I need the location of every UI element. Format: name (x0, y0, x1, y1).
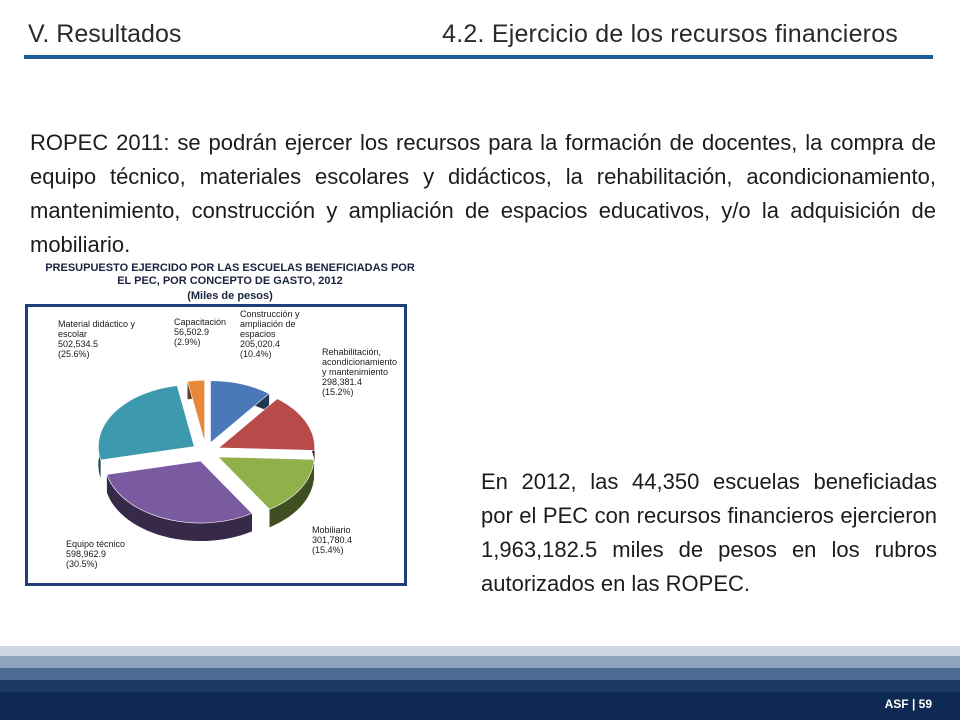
pie-slice-label: Rehabilitación, acondicionamiento y mantenimiento 298,381.4 (15.2%) (322, 347, 398, 397)
pie-slice-label: Construcción y ampliación de espacios 205,020.4 (10.4%) (240, 309, 300, 359)
summary-paragraph: En 2012, las 44,350 escuelas beneficiadas por el PEC con recursos financieros ejercieron 1,963,182.5 miles de pesos en los rubros autorizados en las ROPEC. (481, 469, 937, 596)
pie-slice (98, 386, 194, 460)
header-rule (24, 55, 933, 59)
pie-slice-label: Equipo técnico 598,962.9 (30.5%) (66, 539, 126, 569)
pie-slice-label: Mobiliario 301,780.4 (15.4%) (312, 525, 353, 555)
chart-title-text: PRESUPUESTO EJERCIDO POR LAS ESCUELAS BENEFICIADAS POR EL PEC, POR CONCEPTO DE GASTO, 2012 (45, 262, 415, 287)
intro-paragraph: ROPEC 2011: se podrán ejercer los recursos para la formación de docentes, la compra de equipo técnico, materiales escolares y didácticos, la rehabilitación, acondicionamiento, mantenimiento, construcción y ampliación de espacios educativos, y/o la adquisición de mobiliario. (30, 130, 936, 257)
footer-bands (0, 646, 960, 720)
page-number: ASF | 59 (884, 697, 932, 711)
chart-subtitle: (Miles de pesos) (187, 290, 273, 302)
pie-chart (28, 307, 404, 583)
pie-slice-label: Capacitación 56,502.9 (2.9%) (174, 317, 227, 347)
chart-title (40, 262, 420, 303)
subsection-title: 4.2. Ejercicio de los recursos financieros (442, 20, 898, 48)
chart-frame (25, 304, 407, 586)
footer-band (0, 692, 960, 720)
section-title: V. Resultados (28, 20, 182, 48)
pie-slice-label: Material didáctico y escolar 502,534.5 (25.6%) (58, 319, 136, 359)
